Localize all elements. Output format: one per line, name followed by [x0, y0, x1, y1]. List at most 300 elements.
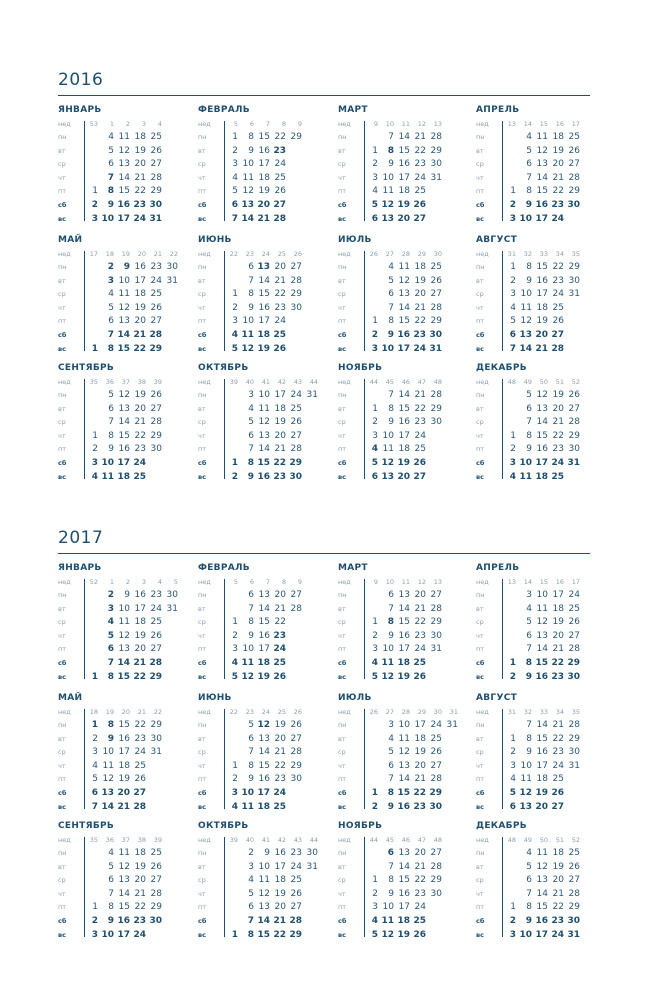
day-cell: 19 — [414, 275, 426, 286]
day-cell: 26 — [273, 343, 286, 354]
day-cell: 14 — [118, 888, 130, 899]
day-label: пт — [338, 317, 347, 326]
week-number: 19 — [121, 250, 130, 258]
day-cell: 21 — [414, 603, 426, 614]
day-label: сб — [198, 659, 207, 667]
day-cell: 17 — [397, 343, 410, 354]
day-cell: 11 — [382, 186, 394, 197]
week-number: 51 — [555, 378, 564, 386]
day-cell: 24 — [150, 275, 162, 286]
day-cell: 14 — [398, 390, 410, 400]
day-label: пн — [338, 391, 347, 399]
day-cell: 11 — [102, 760, 114, 771]
day-cell: 21 — [414, 302, 426, 313]
day-cell: 19 — [274, 417, 286, 428]
day-cell: 22 — [414, 145, 426, 156]
day-label: сб — [58, 459, 67, 467]
day-cell: 14 — [398, 132, 410, 142]
day-cell: 21 — [274, 275, 286, 286]
day-cell: 4 — [510, 302, 516, 313]
day-cell: 11 — [118, 132, 130, 142]
day-label: сб — [338, 917, 347, 925]
day-label: пт — [338, 187, 347, 196]
day-cell: 22 — [273, 458, 286, 468]
day-cell: 23 — [134, 733, 146, 744]
day-label: пн — [58, 849, 67, 857]
day-cell: 23 — [552, 444, 564, 455]
day-label: вс — [338, 672, 346, 681]
day-cell: 22 — [552, 733, 564, 744]
day-cell: 26 — [430, 747, 442, 758]
week-number: 26 — [369, 250, 378, 258]
day-cell: 22 — [551, 658, 564, 668]
day-cell: 29 — [568, 262, 580, 272]
day-cell: 16 — [134, 590, 146, 600]
week-number: 7 — [265, 120, 270, 128]
day-cell: 4 — [372, 186, 378, 197]
day-label: сб — [476, 917, 485, 925]
day-cell: 10 — [519, 213, 532, 224]
day-cell: 24 — [274, 159, 286, 170]
day-label: сб — [476, 459, 485, 467]
day-cell: 29 — [430, 316, 442, 327]
day-cell: 31 — [429, 343, 442, 354]
day-cell: 2 — [372, 159, 378, 170]
day-label: пт — [476, 775, 485, 784]
week-number: 27 — [385, 708, 394, 716]
month-name: АВГУСТ — [476, 693, 518, 703]
day-cell: 11 — [241, 330, 254, 340]
day-cell: 11 — [258, 403, 270, 414]
week-number: 42 — [277, 836, 286, 844]
day-cell: 22 — [552, 262, 564, 272]
day-cell: 4 — [509, 471, 516, 482]
day-cell: 19 — [552, 861, 564, 872]
month-5 — [58, 693, 193, 813]
day-cell: 14 — [257, 916, 270, 926]
week-number: 33 — [539, 708, 548, 716]
day-cell: 2 — [372, 630, 378, 641]
week-number: 50 — [539, 378, 548, 386]
day-cell: 30 — [430, 888, 442, 899]
day-cell: 27 — [551, 330, 564, 340]
week-number: 26 — [293, 250, 302, 258]
day-label: вс — [58, 930, 66, 939]
day-cell: 1 — [510, 733, 516, 744]
day-cell: 3 — [526, 590, 532, 600]
week-number: 31 — [507, 708, 516, 716]
day-cell: 5 — [526, 390, 532, 400]
week-number: 48 — [433, 836, 442, 844]
day-cell: 10 — [102, 747, 114, 758]
day-cell: 7 — [526, 644, 532, 655]
day-cell: 30 — [166, 262, 178, 272]
month-4 — [476, 563, 611, 683]
week-number: 27 — [385, 250, 394, 258]
day-cell: 20 — [552, 875, 564, 886]
day-cell: 7 — [509, 343, 516, 354]
week-number: 35 — [571, 250, 580, 258]
day-cell: 12 — [536, 617, 548, 628]
day-cell: 23 — [414, 888, 426, 899]
day-cell: 22 — [414, 875, 426, 886]
day-label: вс — [198, 214, 206, 223]
day-cell: 1 — [232, 132, 238, 142]
day-label: сб — [476, 659, 485, 667]
day-cell: 29 — [150, 186, 162, 197]
day-label: чт — [58, 889, 66, 898]
week-header-label: нед — [198, 708, 211, 716]
week-header-label: нед — [58, 120, 71, 128]
day-label: вс — [58, 672, 66, 681]
day-label: чт — [338, 303, 346, 312]
day-cell: 23 — [133, 916, 146, 926]
month-name: НОЯБРЬ — [338, 363, 383, 373]
day-label: пт — [58, 317, 67, 326]
day-cell: 26 — [290, 417, 302, 428]
day-cell: 11 — [241, 658, 254, 668]
day-label: ср — [58, 748, 66, 757]
day-cell: 22 — [273, 929, 286, 940]
day-cell: 10 — [520, 760, 532, 771]
day-cell: 30 — [429, 330, 442, 340]
week-number: 39 — [153, 836, 162, 844]
day-label: пт — [338, 775, 347, 784]
week-number: 32 — [523, 250, 532, 258]
day-cell: 20 — [552, 630, 564, 641]
week-header-label: нед — [338, 708, 351, 716]
day-label: чт — [58, 173, 66, 182]
day-cell: 8 — [387, 617, 394, 628]
day-cell: 2 — [510, 275, 516, 286]
day-cell: 21 — [414, 132, 426, 142]
day-cell: 5 — [371, 929, 378, 940]
day-cell: 4 — [388, 733, 394, 744]
day-cell: 1 — [371, 788, 378, 798]
day-cell: 10 — [382, 644, 394, 655]
day-cell: 23 — [290, 848, 302, 858]
day-cell: 16 — [274, 848, 286, 858]
day-label: чт — [58, 303, 66, 312]
day-cell: 4 — [231, 658, 238, 668]
day-cell: 5 — [371, 458, 378, 468]
day-cell: 15 — [398, 403, 410, 414]
week-number: 28 — [401, 250, 410, 258]
day-cell: 14 — [117, 330, 130, 340]
day-cell: 23 — [414, 159, 426, 170]
day-cell: 18 — [552, 603, 564, 614]
day-cell: 25 — [414, 186, 426, 197]
day-cell: 28 — [133, 801, 146, 812]
day-cell: 13 — [381, 471, 394, 482]
day-label: чт — [198, 303, 206, 312]
day-cell: 12 — [102, 774, 114, 785]
day-cell: 10 — [382, 172, 394, 183]
day-cell: 9 — [107, 200, 114, 210]
day-cell: 18 — [414, 733, 426, 744]
day-cell: 6 — [526, 875, 532, 886]
week-number: 40 — [245, 378, 254, 386]
day-label: пт — [58, 445, 67, 454]
day-cell: 9 — [123, 262, 130, 272]
day-cell: 25 — [133, 471, 146, 482]
day-cell: 23 — [273, 145, 286, 156]
day-cell: 22 — [414, 617, 426, 628]
day-cell: 28 — [150, 417, 162, 428]
day-cell: 16 — [397, 801, 410, 812]
day-cell: 22 — [274, 132, 286, 142]
day-cell: 1 — [232, 617, 238, 628]
day-cell: 6 — [248, 262, 254, 272]
week-number: 30 — [433, 708, 442, 716]
week-number: 23 — [245, 250, 254, 258]
day-cell: 11 — [258, 875, 270, 886]
day-label: пт — [198, 903, 207, 912]
week-number: 15 — [539, 120, 548, 128]
day-cell: 9 — [526, 275, 532, 286]
day-label: ср — [476, 160, 484, 169]
day-cell: 12 — [520, 316, 532, 327]
day-cell: 15 — [397, 788, 410, 798]
day-cell: 17 — [258, 316, 270, 327]
day-cell: 23 — [274, 774, 286, 785]
day-cell: 19 — [397, 671, 410, 682]
day-cell: 25 — [413, 658, 426, 668]
day-cell: 7 — [231, 213, 238, 224]
day-label: чт — [58, 761, 66, 770]
day-cell: 1 — [372, 875, 378, 886]
day-cell: 22 — [413, 788, 426, 798]
week-header-label: нед — [476, 250, 489, 258]
day-label: вс — [198, 344, 206, 353]
day-cell: 4 — [371, 444, 378, 455]
day-cell: 12 — [398, 747, 410, 758]
day-cell: 16 — [258, 302, 270, 313]
day-cell: 21 — [535, 343, 548, 354]
day-cell: 18 — [118, 760, 130, 771]
day-cell: 9 — [124, 590, 130, 600]
day-cell: 13 — [118, 644, 130, 655]
week-number: 8 — [281, 578, 286, 586]
day-label: сб — [476, 331, 485, 339]
day-cell: 23 — [414, 630, 426, 641]
day-cell: 13 — [118, 875, 130, 886]
week-number: 18 — [105, 250, 114, 258]
day-cell: 24 — [133, 458, 146, 468]
day-cell: 12 — [381, 200, 394, 210]
day-cell: 14 — [101, 801, 114, 812]
day-cell: 25 — [552, 774, 564, 785]
day-cell: 30 — [430, 159, 442, 170]
day-cell: 9 — [248, 302, 254, 313]
month-name: ИЮЛЬ — [338, 235, 372, 245]
day-label: вс — [58, 214, 66, 223]
day-cell: 8 — [526, 430, 532, 441]
day-cell: 25 — [273, 658, 286, 668]
day-label: сб — [476, 201, 485, 209]
day-cell: 29 — [290, 132, 302, 142]
day-cell: 14 — [536, 172, 548, 183]
week-number: 44 — [369, 378, 378, 386]
day-cell: 1 — [372, 145, 378, 156]
day-label: чт — [338, 173, 346, 182]
day-cell: 19 — [274, 888, 286, 899]
day-cell: 11 — [101, 471, 114, 482]
day-cell: 27 — [568, 403, 580, 414]
day-cell: 26 — [430, 275, 442, 286]
week-number: 25 — [277, 708, 286, 716]
day-cell: 6 — [526, 403, 532, 414]
day-cell: 13 — [398, 760, 410, 771]
day-cell: 24 — [273, 788, 286, 798]
week-number: 43 — [293, 836, 302, 844]
day-cell: 6 — [107, 644, 114, 655]
day-cell: 21 — [257, 213, 270, 224]
day-cell: 22 — [134, 430, 146, 441]
day-cell: 22 — [134, 720, 146, 730]
day-cell: 12 — [118, 861, 130, 872]
week-number: 44 — [369, 836, 378, 844]
day-cell: 3 — [107, 275, 114, 286]
day-cell: 10 — [536, 590, 548, 600]
day-cell: 17 — [535, 213, 548, 224]
day-cell: 16 — [535, 671, 548, 682]
week-number: 22 — [229, 708, 238, 716]
day-cell: 5 — [526, 145, 532, 156]
day-cell: 17 — [552, 590, 564, 600]
day-cell: 3 — [232, 159, 238, 170]
day-cell: 9 — [526, 747, 532, 758]
day-cell: 14 — [117, 658, 130, 668]
day-cell: 17 — [535, 458, 548, 468]
day-cell: 8 — [108, 902, 114, 913]
day-cell: 11 — [118, 289, 130, 300]
day-cell: 22 — [552, 186, 564, 197]
day-label: пн — [476, 133, 485, 141]
day-cell: 26 — [551, 788, 564, 798]
week-number: 26 — [369, 708, 378, 716]
week-number: 44 — [309, 378, 318, 386]
year-title: 2016 — [58, 70, 104, 90]
day-label: вт — [58, 734, 66, 743]
day-cell: 23 — [551, 200, 564, 210]
day-label: сб — [338, 201, 347, 209]
day-cell: 15 — [398, 145, 410, 156]
day-label: вс — [476, 214, 484, 223]
day-cell: 12 — [118, 630, 130, 641]
day-cell: 23 — [552, 747, 564, 758]
day-cell: 11 — [536, 132, 548, 142]
day-cell: 13 — [536, 159, 548, 170]
day-cell: 4 — [526, 132, 532, 142]
day-label: вт — [198, 862, 206, 871]
day-cell: 6 — [108, 403, 114, 414]
week-number: 48 — [507, 836, 516, 844]
day-cell: 25 — [552, 302, 564, 313]
day-cell: 28 — [149, 658, 162, 668]
day-cell: 21 — [117, 801, 130, 812]
week-number: 52 — [89, 578, 98, 586]
day-cell: 19 — [535, 788, 548, 798]
day-cell: 3 — [372, 902, 378, 913]
day-cell: 31 — [568, 289, 580, 300]
day-cell: 24 — [413, 343, 426, 354]
day-label: чт — [198, 889, 206, 898]
day-cell: 23 — [274, 302, 286, 313]
day-cell: 4 — [108, 289, 114, 300]
day-cell: 11 — [242, 172, 254, 183]
day-cell: 13 — [398, 590, 410, 600]
day-cell: 5 — [371, 671, 378, 682]
day-cell: 16 — [398, 159, 410, 170]
day-cell: 12 — [118, 390, 130, 400]
week-number: 24 — [261, 708, 270, 716]
month-name: ИЮНЬ — [198, 693, 232, 703]
day-cell: 16 — [536, 444, 548, 455]
day-cell: 12 — [519, 788, 532, 798]
month-5 — [58, 235, 193, 355]
day-cell: 19 — [258, 186, 270, 197]
day-cell: 5 — [231, 343, 238, 354]
day-cell: 9 — [248, 145, 254, 156]
day-label: вс — [476, 930, 484, 939]
day-cell: 19 — [536, 316, 548, 327]
day-cell: 26 — [290, 720, 302, 730]
month-name: ЯНВАРЬ — [58, 105, 102, 115]
day-cell: 25 — [150, 289, 162, 300]
week-number: 47 — [417, 378, 426, 386]
day-cell: 6 — [388, 760, 394, 771]
day-cell: 23 — [552, 275, 564, 286]
day-label: ср — [198, 418, 206, 427]
day-cell: 12 — [241, 671, 254, 682]
day-cell: 30 — [567, 200, 580, 210]
day-label: чт — [58, 431, 66, 440]
day-cell: 21 — [134, 172, 146, 183]
day-label: чт — [58, 631, 66, 640]
day-cell: 3 — [371, 343, 378, 354]
day-cell: 4 — [371, 658, 378, 668]
day-label: пт — [476, 445, 485, 454]
day-cell: 29 — [429, 788, 442, 798]
month-9 — [58, 363, 193, 483]
week-number: 17 — [571, 578, 580, 586]
day-cell: 2 — [371, 801, 378, 812]
month-11 — [338, 821, 473, 941]
week-header-label: нед — [198, 120, 211, 128]
day-cell: 6 — [388, 289, 394, 300]
day-cell: 30 — [289, 471, 302, 482]
day-label: вс — [338, 930, 346, 939]
day-label: ср — [476, 290, 484, 299]
day-cell: 22 — [274, 289, 286, 300]
day-cell: 31 — [430, 172, 442, 183]
day-cell: 25 — [413, 916, 426, 926]
day-cell: 20 — [274, 902, 286, 913]
day-cell: 4 — [388, 262, 394, 272]
day-cell: 21 — [552, 644, 564, 655]
day-cell: 22 — [274, 617, 286, 628]
day-cell: 5 — [509, 788, 516, 798]
day-cell: 23 — [273, 471, 286, 482]
day-cell: 10 — [519, 458, 532, 468]
day-cell: 6 — [248, 733, 254, 744]
day-cell: 25 — [274, 172, 286, 183]
day-cell: 6 — [248, 430, 254, 441]
day-cell: 10 — [241, 788, 254, 798]
day-cell: 22 — [133, 343, 146, 354]
day-cell: 6 — [248, 902, 254, 913]
